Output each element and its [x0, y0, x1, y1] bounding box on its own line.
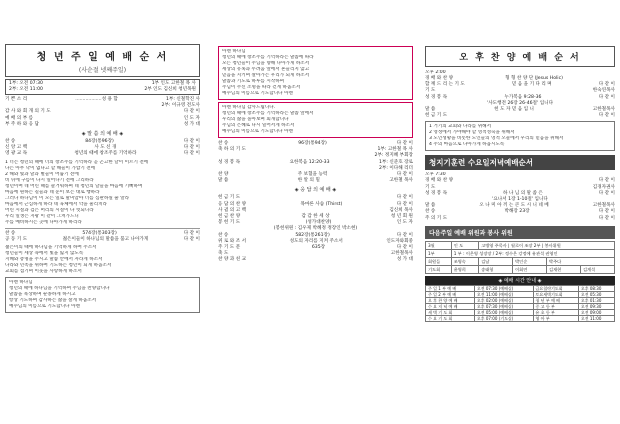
- closing-prayer-box: [5, 277, 200, 313]
- order-row: [5, 151, 200, 157]
- order-right: 성 가 대: [183, 121, 200, 127]
- text-line: 믿음을 지키며 살아가는 우리가 되게 하소서: [222, 73, 310, 78]
- order-right: 고한철목사: [592, 203, 615, 209]
- order-label: 찬 송: [5, 139, 16, 145]
- leader-1: 1부 인도 고한철 목 사: [151, 81, 196, 86]
- order-label: 찬 송: [218, 141, 229, 146]
- order-right: 다 같 이: [396, 232, 413, 238]
- order-right: 다 같 이: [183, 109, 200, 115]
- order-label: 헌 금 기 도: [425, 113, 448, 119]
- order-mid: 오 나 미 아 끼 는 큰 도 시 니 네 베: [479, 203, 549, 209]
- order-label: 찬 양: [218, 172, 229, 178]
- order-right: 다 같 이: [396, 245, 413, 251]
- order-label: 부 주 하 와 응 답: [5, 121, 39, 127]
- order-mid: 582장(통261장): [295, 232, 330, 238]
- order-label: 말 씀: [425, 203, 436, 209]
- service-header: [5, 79, 200, 95]
- order-right: 1부: 고한철 목 사: [377, 147, 413, 153]
- order-label: 축 하 의 기 도: [218, 147, 247, 153]
- order-label: 성 경 봉 독: [425, 94, 448, 100]
- text-line: 주님이 주신 소명을 따라 걷게 하옵소서: [222, 85, 301, 90]
- text-line: 그러나 하나님이 이 모든 일로 말미암아 너를 심판하실 줄 알라: [5, 195, 130, 201]
- order-mid: 믿 음 을 기 다 리 며: [511, 82, 552, 88]
- order-right: 다 같 이: [598, 190, 615, 196]
- order-right: 다 같 이: [396, 141, 413, 146]
- text-line: 청년들이 세상 속에서 빛을 잃지 않도록: [5, 251, 84, 257]
- order-list-c: [218, 195, 413, 263]
- afternoon-title: 오 후 찬 양 예 배 순 서: [425, 46, 615, 67]
- schedule-row: 주 일 2 부 예 배 오전 11:00 (예배실) 토요새벽기도회 오전 05:30: [426, 291, 615, 297]
- text-line: 1 거기의 교회와 나라를 위해서: [429, 124, 492, 130]
- column-1: [5, 0, 200, 313]
- service-time-1: 1부: 오전 07:30: [9, 81, 43, 86]
- text-line: 1 너는 청년의 때에 너의 창조주를 기억하라 곧 곤고한 날이 이르기 전에: [5, 159, 149, 165]
- order-row: [425, 113, 615, 119]
- text-line: 비 뒤에 구름이 다시 일어나기 전에 그리하라: [5, 177, 94, 183]
- text-line: 우리 일생은 지팡 이 같이 그쳐가느니: [5, 213, 79, 219]
- page-subtitle: (사순절 넷째주일): [78, 67, 127, 74]
- order-label: 축 도: [218, 251, 229, 257]
- order-right: 고한철목사: [592, 107, 615, 113]
- order-mid: 사 도 신 경: [94, 145, 117, 151]
- volunteers-banner: 다음주일 예배 위원과 봉사 위원: [425, 226, 615, 239]
- order-right: 다 같 이: [396, 201, 413, 207]
- schedule-table: [425, 285, 615, 322]
- order-mid: '사도행전 26장 26-46절' 입니다: [486, 100, 554, 106]
- order-right: 1부: 신준호 장로: [378, 159, 413, 165]
- order-right: 다 같 이: [598, 113, 615, 119]
- order-mid: '요나서 1장 1-10절' 입니다: [492, 197, 548, 203]
- order-right: 다 같 이: [396, 195, 413, 201]
- responsive-reading: [5, 160, 200, 226]
- order-label: 헌 금 기 도: [218, 195, 241, 201]
- text-line: 지혜와 총명을 주시고 말씀 안에서 자라게 하소서: [5, 257, 103, 263]
- schedule-row: 수 요 기 도 회 오후 07:00 (기도실) 영 아 부 오전 11:00: [426, 315, 615, 321]
- order-mid: 젊은이들이 하나님의 말씀을 품고 나아가게: [62, 236, 149, 242]
- order-right: 2부: 이다해 리더: [378, 165, 413, 171]
- text-line: 교회를 섬기며 이웃을 사랑하게 하소서: [5, 269, 82, 275]
- order-right: 다 같 이: [183, 230, 200, 236]
- text-line: 청년의 때에 하나님을 기억하며 주님을 찬양합니다: [9, 286, 110, 292]
- text-line: 나라와 민족을 위하여 기도하는 청년이 되게 하옵소서: [5, 263, 112, 269]
- text-line: 주를 예비하시는 곳에 나아가게 하리라: [5, 219, 82, 225]
- text-line: 청년의 때에 창조주를 기억하라는 말씀에 따라: [222, 55, 314, 60]
- order-right: 다 같 이: [183, 236, 200, 242]
- schedule-row: 수 요 저 녁 예 배 오후 07:30 (예배실) 중 고 등 부 오전 09:30: [426, 303, 615, 309]
- order-right: 다 같 이: [183, 139, 200, 145]
- schedule-title: ◈ 예배 시간 안내 ◈: [425, 276, 615, 285]
- order-label: 찬 송: [425, 209, 436, 215]
- order-label: 공 동 기 도: [5, 236, 28, 242]
- order-mid: 96장(통94장): [298, 141, 327, 146]
- order-right: 김경자권사: [592, 184, 615, 190]
- response-heading: ◈ 응 답 의 예 배 ◈: [294, 187, 337, 194]
- prayer-box-2: [218, 102, 413, 138]
- order-right: 한숙연목사: [592, 88, 615, 94]
- order-right: 고한철목사: [390, 251, 413, 257]
- order-right: 다 같 이: [183, 145, 200, 151]
- text-line: 아멘 하나님 감사드립니다.: [222, 105, 276, 110]
- order-right: 청 년 회 원: [390, 214, 413, 220]
- column-2: [218, 46, 413, 264]
- leader-2: 2부 인도 김신희 청년목원: [144, 87, 196, 92]
- order-list-2: [5, 139, 200, 158]
- order-label: 성 경 봉 독: [218, 159, 241, 165]
- schedule-row: 오 후 찬 양 예 배 오후 02:00 (예배실) 청 년 부 예 배 오후 01:30: [426, 297, 615, 303]
- text-line: 모든 청년들이 주님을 향해 나아가게 하소서: [222, 61, 310, 66]
- order-right: 성 가 대: [396, 257, 413, 263]
- text-line: 주님의 은혜로 다시 일어서게 하소서: [222, 123, 295, 128]
- order-right: 2부: 이규영 전도사: [161, 103, 200, 109]
- order-right: 다 같 이: [598, 209, 615, 215]
- order-right: 인 도 자: [396, 220, 413, 226]
- text-line: 예수님의 이름으로 기도합니다 아멘: [9, 304, 80, 310]
- order-label: 사 귐 의 고 백: [218, 207, 247, 213]
- wednesday-banner: 청지기훈련 수요일저녁예배순서: [425, 155, 615, 170]
- text-line: 청년이여 네 어린 때를 즐거워하며 네 청년의 날들을 마음에 기뻐하여: [5, 183, 143, 189]
- order-mid: (성가대찬양): [305, 220, 332, 226]
- order-label: 말 씀: [218, 178, 229, 184]
- order-mid: 84장(통96장): [85, 139, 114, 145]
- order-label: 찬 송: [218, 232, 229, 238]
- title-box: [5, 44, 200, 77]
- order-mid: 하 나 님 의 말 씀 은: [503, 190, 543, 196]
- order-mid: 주 보혈을 능력: [297, 172, 328, 178]
- order-mid: 한 알 의 밀: [297, 178, 320, 184]
- text-line: 마음에 원하는 길들과 네 눈이 보는 대로 행하라: [5, 189, 100, 195]
- order-label: 위 로 와 조 서: [218, 238, 247, 244]
- text-line: 아멘 하나님: [222, 49, 246, 54]
- order-mid: 헌 도 자 믿 음 입 니: [494, 107, 534, 113]
- order-mid: 형 형 찬 양 단 (Jesus Holic): [505, 76, 563, 81]
- order-right: 다 같 이: [598, 94, 615, 100]
- order-mid: 635장: [311, 245, 326, 251]
- wednesday-order: [425, 178, 615, 221]
- order-row: [5, 237, 200, 243]
- order-right: 김신희 목사: [389, 207, 413, 213]
- order-label: 주 의 기 도: [425, 215, 448, 221]
- text-line: 예수님의 이름으로 기도합니다 아멘: [222, 129, 293, 134]
- schedule-row: 새 벽 기 도 회 오전 05:00 (예배실) 유 초 등 부 오전 09:00: [426, 309, 615, 315]
- text-line: 아멘 하나님: [9, 280, 33, 286]
- text-line: 3 노인성황을 비롯한 노인들의 영적 오늘에서 우리의 믿음을 위해서: [429, 136, 564, 142]
- order-mid: 목마른 사슴 (Thirst): [300, 201, 343, 207]
- order-right: 다 같 이: [598, 178, 615, 184]
- order-label: 성 경 봉 독: [425, 190, 448, 196]
- order-label: 영 광 교 독: [5, 151, 28, 157]
- text-line: 마음에서 근심하게 하라 네 육체에서 악을 물리치라: [5, 201, 107, 207]
- order-right: 다 같 이: [598, 82, 615, 88]
- service-time-2: 2부: 오전 11:00: [9, 87, 43, 92]
- order-label: 합 께 드 리 는 기 도: [425, 82, 465, 88]
- order-right: 고한철 목사: [389, 178, 413, 184]
- order-label: 신 앙 고 백: [5, 145, 28, 151]
- order-label: 예 배 의 부 름: [5, 115, 34, 121]
- text-line: 청년의 때에 창조주를 기억하라는 말씀 앞에서: [222, 111, 314, 116]
- prayer-box: [218, 46, 413, 100]
- order-mid: ..................성 용 합: [75, 97, 118, 102]
- text-line: 말씀을 묵상하며 순종하게 하시고: [9, 292, 76, 298]
- order-label: 감 사 와 회 개 의 기 도: [5, 109, 51, 115]
- text-line: 우리의 삶을 돌아보며 회개합니다: [222, 117, 289, 122]
- order-label: 찬 송: [5, 230, 16, 236]
- text-line: 2 영성에서 가야해야 할 영적성숙을 위해서: [429, 130, 515, 136]
- order-right: 인 도 자: [183, 115, 200, 121]
- order-label: 경 배 와 찬 양: [425, 76, 454, 81]
- column-3: [425, 0, 615, 322]
- volunteers-table: 3월 인 도 고병영 주목사 | 월로이 조장 2부 | 봉사위원 1부 1 부 : 이은영 성장장 / 2부: 정수은 강정에 유관석 권영인 회원들 조영숙 김남 박인순 박주다 기도회 윤영희 송태형 이회연 김재현 김계석: [425, 241, 615, 274]
- order-row: [5, 122, 200, 128]
- text-line: 예수님의 이름으로 기도합니다 아멘: [222, 91, 293, 96]
- order-mid: 누가복음 9:28-36: [504, 94, 542, 100]
- order-list-3: [5, 231, 200, 243]
- text-line: 젊은이의 때에 하나님을 기억하게 하여 주소서: [5, 245, 97, 251]
- order-label: 말 씀: [425, 107, 436, 113]
- afternoon-time: 오후 2:00: [425, 70, 446, 75]
- text-line: 항상 기도하며 감사하는 삶을 살게 하옵소서: [9, 298, 97, 304]
- order-mid: 청년의 때에 창조주를 기억하라: [74, 151, 137, 157]
- order-label: 찬 양 과 친 교: [218, 257, 247, 263]
- order-right: 다 같 이: [396, 172, 413, 178]
- schedule-row: 주 일 1 부 예 배 오전 07:30 (예배실) 금요철야기도회 오후 08:30: [426, 285, 615, 291]
- afternoon-order: [425, 76, 615, 119]
- order-list-1: [5, 97, 200, 128]
- order-row: [218, 257, 413, 263]
- order-row: [425, 216, 615, 222]
- order-right: 1부: 신철학진 사: [165, 97, 200, 102]
- text-line: 나는 아무 낙이 없다고 할 해들이 가깝기 전에: [5, 165, 96, 171]
- order-label: 응 답 의 찬 양: [218, 201, 247, 207]
- order-label: 주 기 도 문: [218, 245, 241, 251]
- order-label: 봉 헌 기 도: [218, 220, 241, 226]
- order-mid: 감 감 한 세 상: [301, 214, 330, 220]
- order-row: [218, 178, 413, 184]
- order-label: 기 도: [425, 88, 436, 94]
- text-line: 4 주의 마음으로 나아가게 하옵시도록: [429, 142, 505, 148]
- order-mid: 박해장 23장: [504, 209, 530, 215]
- order-right: 다 같 이: [183, 151, 200, 157]
- prayer-notes: [425, 121, 615, 151]
- text-line: 세상의 유혹과 두려움 앞에서 흔들리지 않고: [222, 67, 310, 72]
- prayer-text: [5, 245, 200, 275]
- text-line: 2 해와 빛과 달과 별들이 어둡기 전에: [5, 171, 79, 177]
- section-heading: ◈ 말 씀 의 예 배 ◈: [81, 131, 124, 138]
- text-line: 어린 시절과 검은 머리의 시절이 다 헛되니라: [5, 207, 94, 213]
- order-mid: 574장(통303장): [82, 230, 117, 236]
- order-label: 헌 금 찬 양: [218, 214, 241, 220]
- order-right: 2부: 정지혜 부회장: [374, 153, 413, 159]
- order-label: 기 쁜 소 리: [5, 97, 28, 102]
- order-right: 인도자와회중: [386, 238, 413, 244]
- order-label: 경 배 와 찬 양: [425, 178, 454, 184]
- order-label: 기 도: [425, 184, 436, 190]
- order-list-a: [218, 141, 413, 184]
- order-right: 다 같 이: [598, 215, 615, 221]
- wednesday-time: 오후 7:30: [425, 172, 446, 178]
- page-title: 청 년 주 일 예 배 순 서: [36, 52, 169, 63]
- order-mid: 성도의 자리를 지켜 주소서: [289, 238, 343, 244]
- text-line: 말씀과 기도로 하루를 시작하며: [222, 79, 285, 84]
- order-mid: (봉헌위원 : 김우제 박혜정 정장인 박소현): [273, 226, 358, 232]
- order-mid: 요한복음 12:20-33: [289, 159, 330, 165]
